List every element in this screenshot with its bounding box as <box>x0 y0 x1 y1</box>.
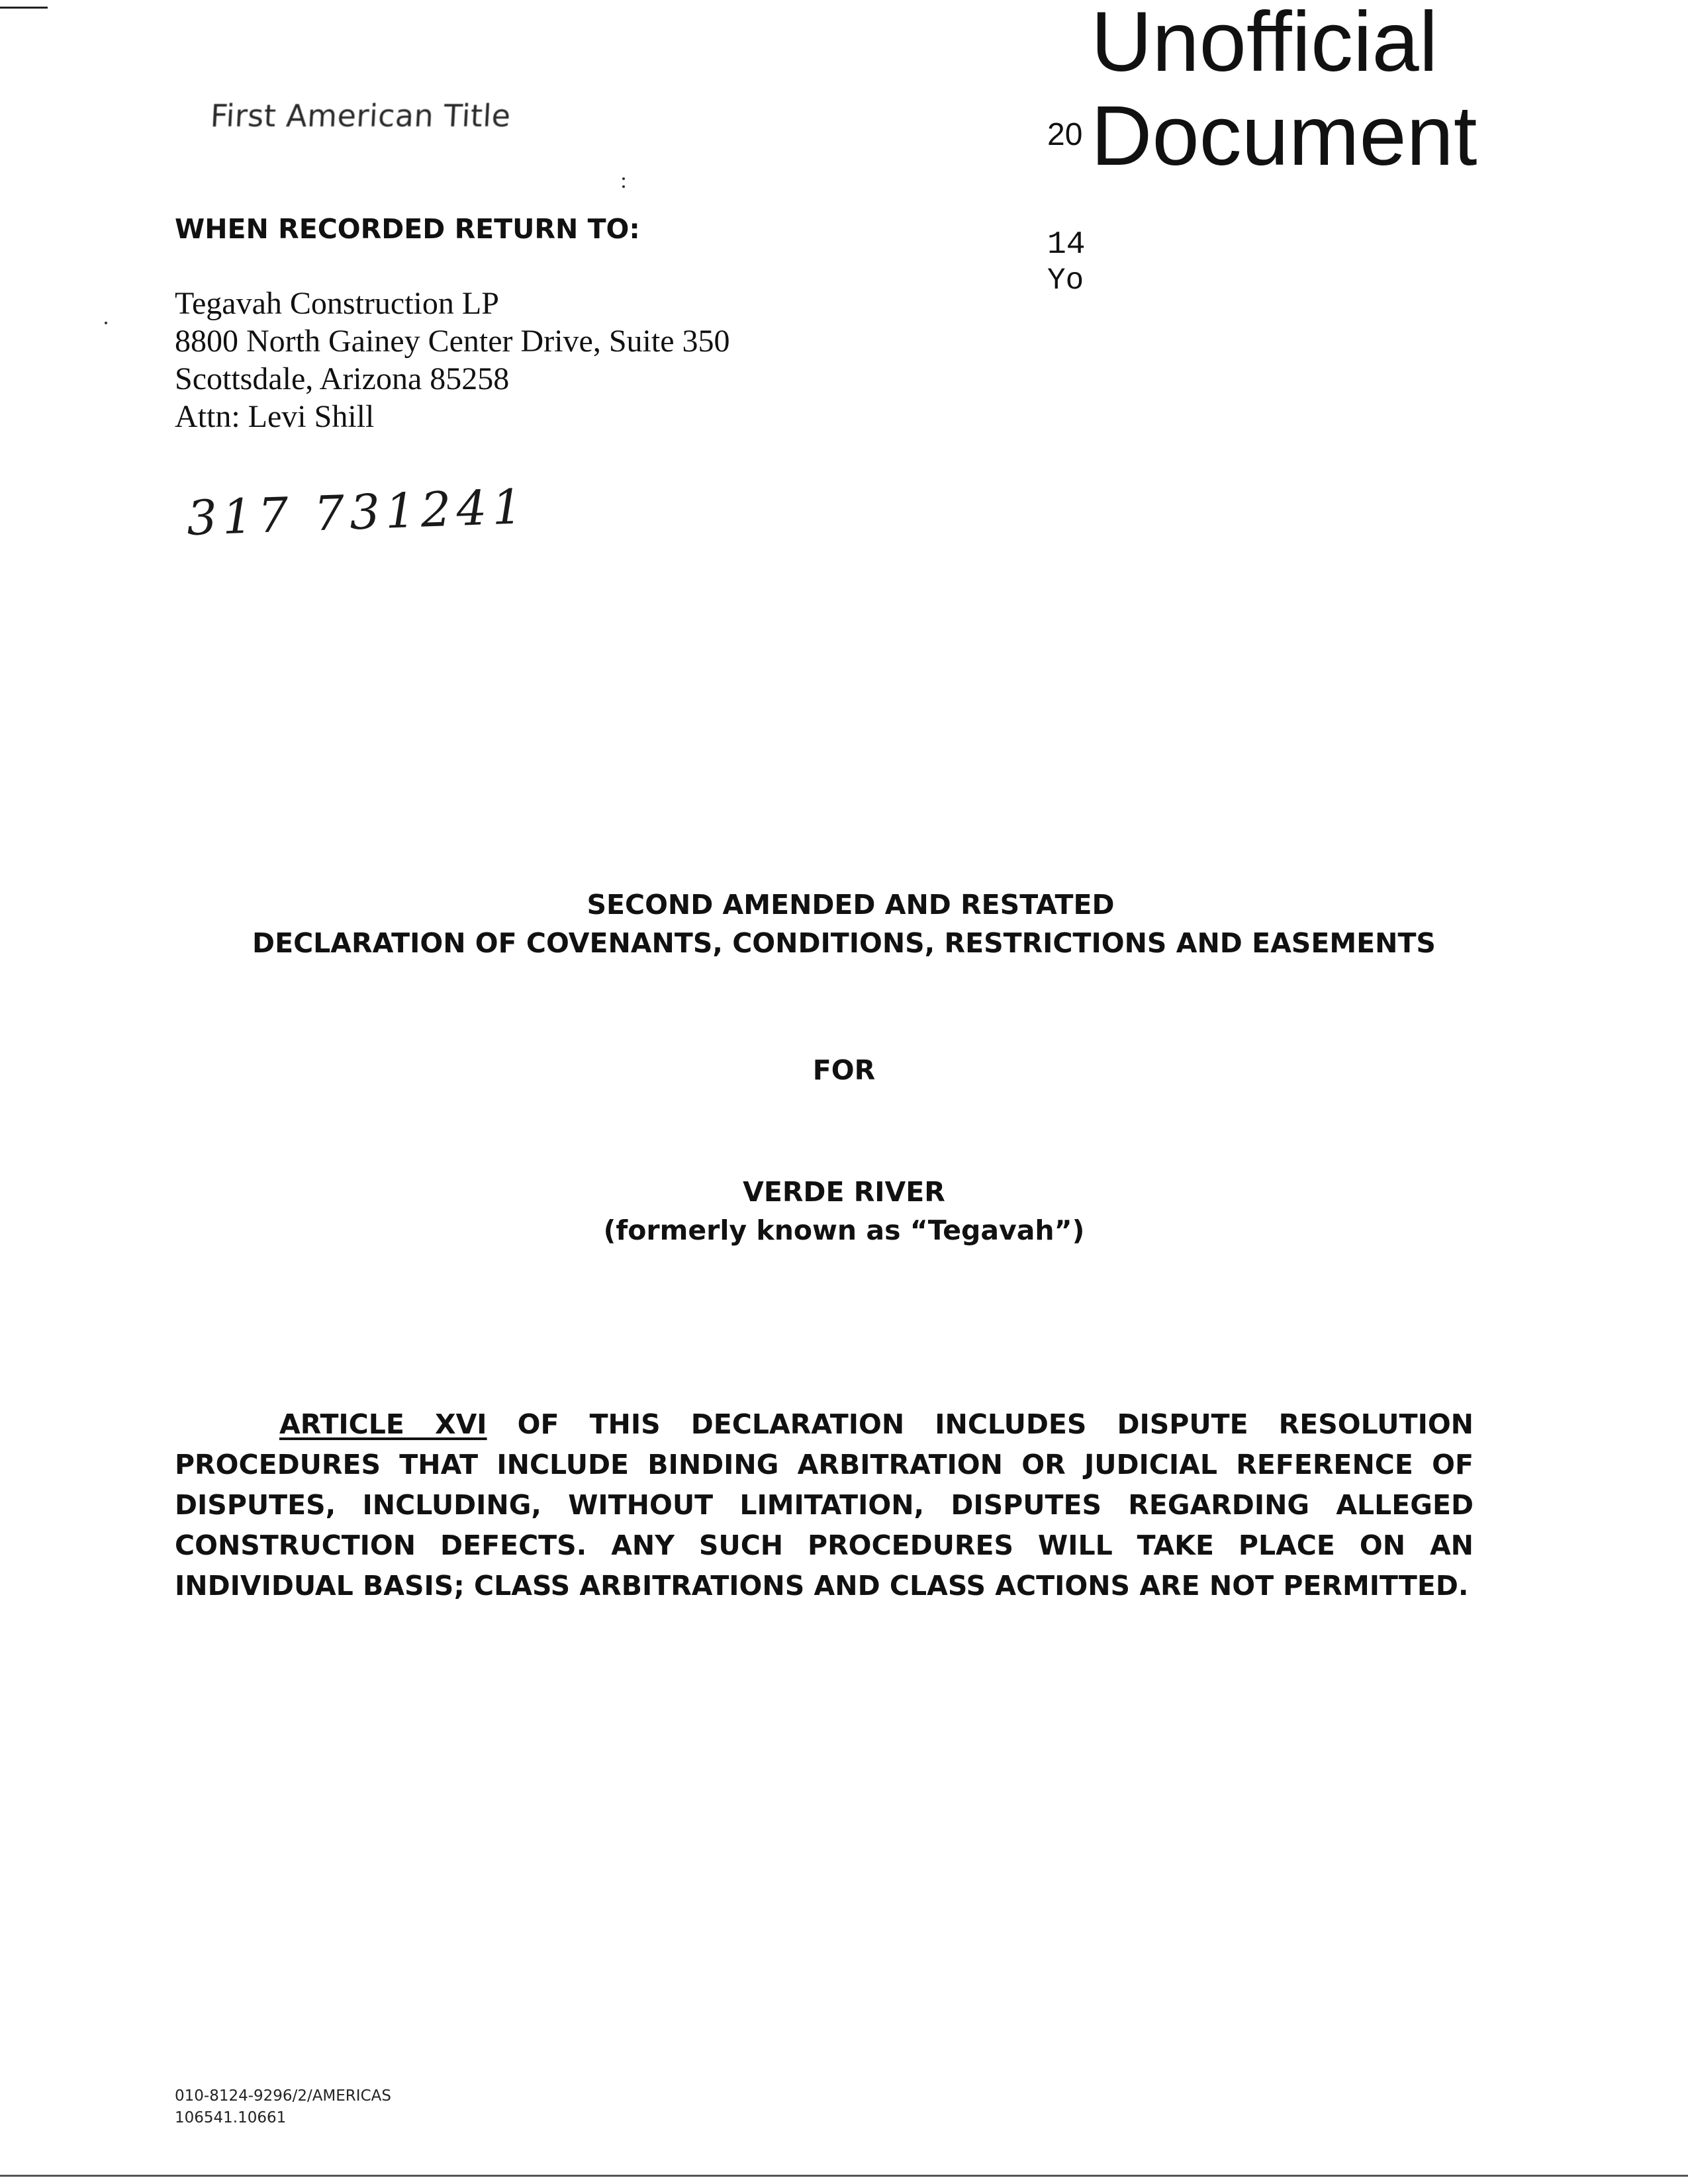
watermark-document: Document <box>1091 89 1477 183</box>
arbitration-notice <box>175 1404 1474 1606</box>
address-line: 8800 North Gainey Center Drive, Suite 350 <box>175 324 730 359</box>
scan-speck <box>622 177 625 180</box>
article-reference: ARTICLE XVI <box>279 1408 487 1440</box>
footer-matter-number: 106541.10661 <box>175 2109 287 2126</box>
address-line: Scottsdale, Arizona 85258 <box>175 361 510 396</box>
recording-stamp-number: 20 <box>1047 117 1083 152</box>
recording-stamp-number: 14 <box>1047 227 1086 263</box>
project-former-name: (formerly known as “Tegavah”) <box>603 1214 1085 1246</box>
document-title-line: DECLARATION OF COVENANTS, CONDITIONS, RESTRICTIONS AND EASEMENTS <box>252 927 1436 959</box>
recording-stamp-text: Yo <box>1047 263 1084 298</box>
return-address <box>175 285 730 435</box>
handwritten-order-number: 317 731241 <box>185 478 529 546</box>
footer-doc-id: 010-8124-9296/2/AMERICAS <box>175 2087 391 2105</box>
notice-text: OF THIS DECLARATION INCLUDES DISPUTE RESOLUTION PROCEDURES THAT INCLUDE BINDING ARBITRATION OR JUDICIAL REFERENCE OF DISPUTES, INCLUDING, WITHOUT LIMITATION, DISPUTES REGARDING ALLEGED CONSTRUCTION DEFECTS. ANY SUCH PROCEDURES WILL TAKE PLACE ON AN INDIVIDUAL BASIS; CLASS ARBITRATIONS AND CLASS ACTIONS ARE NOT PERMITTED. <box>175 1408 1474 1602</box>
address-line: Tegavah Construction LP <box>175 286 499 321</box>
return-to-heading: WHEN RECORDED RETURN TO: <box>175 213 640 245</box>
watermark-unofficial: Unofficial <box>1091 0 1438 89</box>
scan-speck <box>105 322 107 324</box>
scan-edge-mark <box>0 2175 1688 2177</box>
scan-edge-mark <box>0 7 48 9</box>
address-line: Attn: Levi Shill <box>175 399 375 434</box>
document-title-line: SECOND AMENDED AND RESTATED <box>586 889 1115 921</box>
scan-speck <box>622 185 625 188</box>
document-footer <box>175 2085 391 2129</box>
document-title-for: FOR <box>812 1054 876 1086</box>
company-stamp: First American Title <box>209 98 512 134</box>
project-name: VERDE RIVER <box>743 1176 945 1208</box>
